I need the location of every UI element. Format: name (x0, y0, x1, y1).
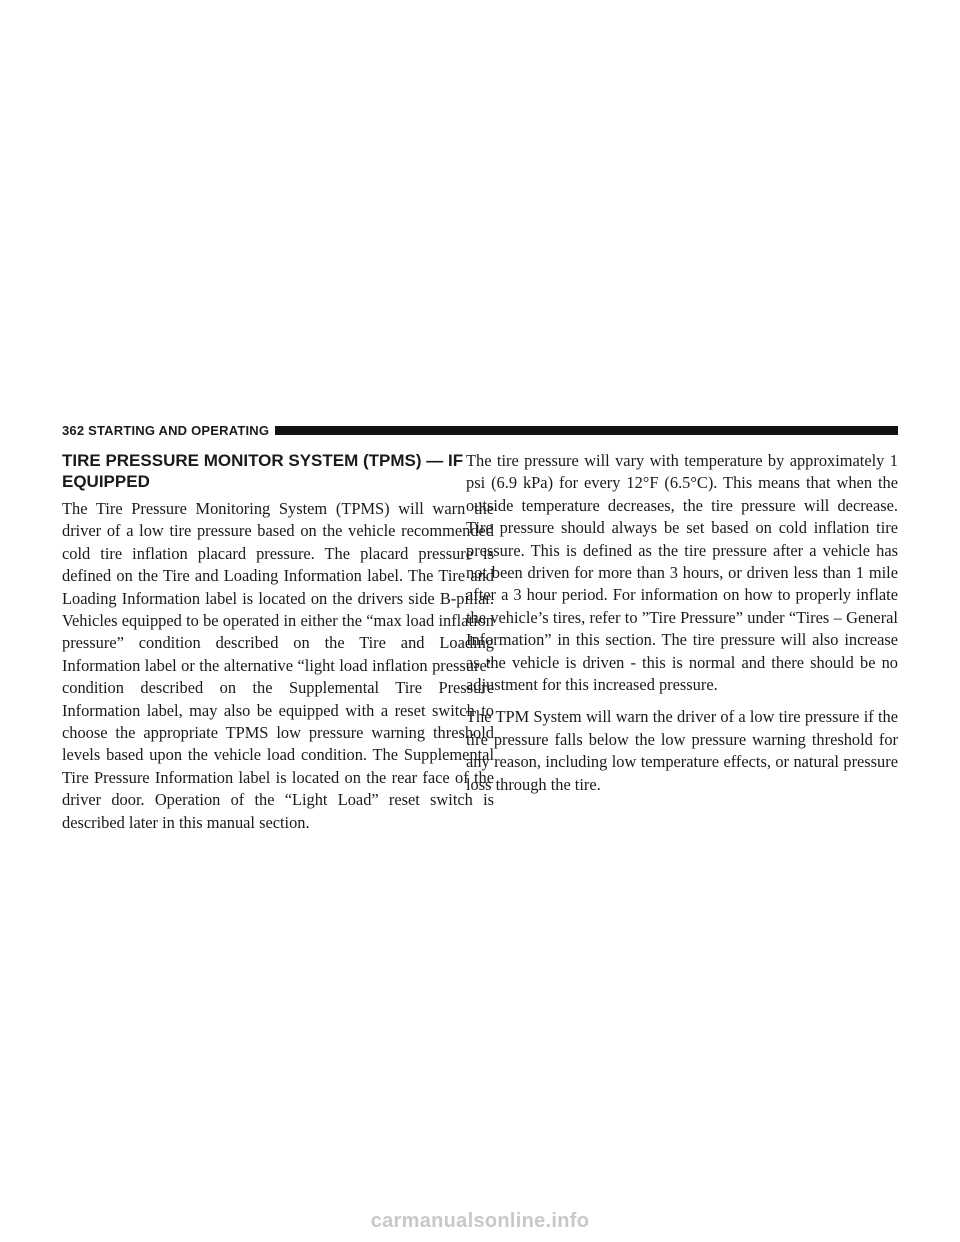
left-column (62, 450, 494, 844)
page-header (62, 422, 898, 438)
tpms-intro-paragraph: The Tire Pressure Monitoring System (TPMS) will warn the driver of a low tire pressure based on the vehicle recommended cold tire inflation placard pressure. The placard pressure is defined on the Tire and Loading Information label. The Tire and Loading Information label is located on the drivers side B-pillar. Vehicles equipped to be operated in either the “max load inflation pressure” condition described on the Tire and Loading Information label or the alternative “light load inflation pressure” condition described on the Supplemental Tire Pressure Information label, may also be equipped with a reset switch to choose the appropriate TPMS low pressure warning threshold levels based upon the vehicle load condition. The Supplemental Tire Pressure Information label is located on the rear face of the driver door. Operation of the “Light Load” reset switch is described later in this manual section. (62, 499, 494, 832)
section-heading: TIRE PRESSURE MONITOR SYSTEM (TPMS) — IF EQUIPPED (62, 451, 464, 491)
header-rule-bar (275, 426, 898, 435)
warning-paragraph: The TPM System will warn the driver of a low tire pressure if the tire pressure falls below the low pressure warning threshold for any reason, including low temperature effects, or natural pressure loss through the tire. (466, 707, 898, 794)
right-column (466, 450, 898, 806)
temperature-paragraph: The tire pressure will vary with temperature by approximately 1 psi (6.9 kPa) for every 12°F (6.5°C). This means that when the outside temperature decreases, the tire pressure will decrease. Tire pressure should always be set based on cold inflation tire pressure. This is defined as the tire pressure after a vehicle has not been driven for more than 3 hours, or driven less than 1 mile after a 3 hour period. For information on how to properly inflate the vehicle’s tires, refer to ”Tire Pressure” under “Tires – General Information” in this section. The tire pressure will also increase as the vehicle is driven - this is normal and there should be no adjustment for this increased pressure. (466, 451, 898, 695)
watermark: carmanualsonline.info (370, 1210, 590, 1232)
page-number-section-title: 362 STARTING AND OPERATING (62, 422, 270, 438)
